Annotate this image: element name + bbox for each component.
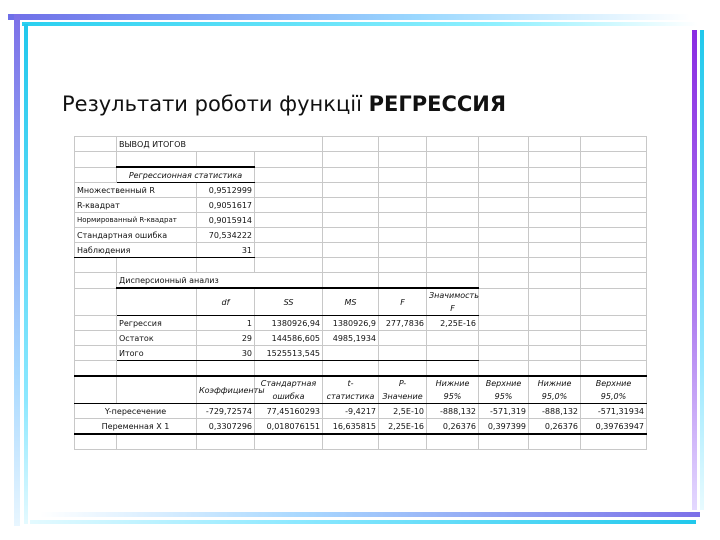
regression-stat-value: 31 bbox=[197, 243, 255, 258]
frame-top-cyan-bar bbox=[22, 22, 698, 26]
sheet-row-summary-title bbox=[75, 137, 647, 152]
anova-f bbox=[379, 331, 427, 346]
anova-row bbox=[75, 346, 647, 361]
anova-row-label: Регрессия bbox=[117, 316, 197, 331]
coef-value: -888,132 bbox=[427, 404, 479, 419]
coef-header: Верхние 95% bbox=[479, 376, 529, 404]
anova-ss: 144586,605 bbox=[255, 331, 323, 346]
slide-title-prefix: Результати роботи функції bbox=[62, 92, 362, 116]
anova-ss: 1380926,94 bbox=[255, 316, 323, 331]
anova-f bbox=[379, 346, 427, 361]
regression-stats-header: Регрессионная статистика bbox=[117, 167, 255, 183]
regression-output-sheet bbox=[74, 136, 646, 478]
coef-value: -571,319 bbox=[479, 404, 529, 419]
slide-title bbox=[62, 92, 506, 116]
regression-output-table bbox=[74, 136, 647, 450]
regression-stat-value: 0,9512999 bbox=[197, 183, 255, 198]
frame-left-gradient-bar bbox=[14, 14, 20, 526]
regression-stat-row bbox=[75, 198, 647, 213]
coef-value: 2,5E-10 bbox=[379, 404, 427, 419]
coef-value: 0,26376 bbox=[529, 419, 581, 435]
coef-row bbox=[75, 404, 647, 419]
anova-significance bbox=[427, 331, 479, 346]
coef-value: -9,4217 bbox=[323, 404, 379, 419]
anova-ss: 1525513,545 bbox=[255, 346, 323, 361]
coef-value: -571,31934 bbox=[581, 404, 647, 419]
anova-row bbox=[75, 316, 647, 331]
coef-value: 0,397399 bbox=[479, 419, 529, 435]
anova-row-label: Итого bbox=[117, 346, 197, 361]
anova-header-f: F bbox=[379, 288, 427, 316]
anova-df: 30 bbox=[197, 346, 255, 361]
anova-ms: 1380926,9 bbox=[323, 316, 379, 331]
anova-ms bbox=[323, 346, 379, 361]
coef-value: -729,72574 bbox=[197, 404, 255, 419]
coef-header: Нижние 95% bbox=[427, 376, 479, 404]
regression-stat-row bbox=[75, 183, 647, 198]
anova-header-ss: SS bbox=[255, 288, 323, 316]
frame-bottom-gradient-bar bbox=[40, 512, 700, 517]
anova-title-row bbox=[75, 273, 647, 289]
coef-value: 0,39763947 bbox=[581, 419, 647, 435]
regression-stats-header-row bbox=[75, 167, 647, 183]
regression-stat-value: 0,9015914 bbox=[197, 213, 255, 228]
coef-value: 0,3307296 bbox=[197, 419, 255, 435]
coef-value: 0,26376 bbox=[427, 419, 479, 435]
anova-header-significance: Значимость F bbox=[427, 288, 479, 316]
coef-header: Коэффициенты bbox=[197, 376, 255, 404]
coef-value: 2,25E-16 bbox=[379, 419, 427, 435]
coef-header-row bbox=[75, 376, 647, 404]
coef-row-label: Переменная X 1 bbox=[75, 419, 197, 435]
frame-right-purple-bar bbox=[692, 30, 697, 510]
coef-header: Нижние 95,0% bbox=[529, 376, 581, 404]
regression-stat-label: Множественный R bbox=[75, 183, 197, 198]
frame-bottom-cyan-bar bbox=[30, 520, 696, 524]
regression-stat-label: Стандартная ошибка bbox=[75, 228, 197, 243]
anova-header-ms: MS bbox=[323, 288, 379, 316]
coef-header: t-статистика bbox=[323, 376, 379, 404]
anova-significance bbox=[427, 346, 479, 361]
coef-header: Стандартная ошибка bbox=[255, 376, 323, 404]
anova-df: 29 bbox=[197, 331, 255, 346]
coef-value: 0,018076151 bbox=[255, 419, 323, 435]
regression-stat-row bbox=[75, 243, 647, 258]
frame-top-gradient-bar bbox=[8, 14, 690, 20]
anova-header-row bbox=[75, 288, 647, 316]
regression-stat-value: 0,9051617 bbox=[197, 198, 255, 213]
anova-row bbox=[75, 331, 647, 346]
anova-header-df: df bbox=[197, 288, 255, 316]
anova-significance: 2,25E-16 bbox=[427, 316, 479, 331]
coef-value: 16,635815 bbox=[323, 419, 379, 435]
coef-header: Верхние 95,0% bbox=[581, 376, 647, 404]
regression-stat-row bbox=[75, 228, 647, 243]
anova-ms: 4985,1934 bbox=[323, 331, 379, 346]
anova-f: 277,7836 bbox=[379, 316, 427, 331]
coef-header: P-Значение bbox=[379, 376, 427, 404]
anova-df: 1 bbox=[197, 316, 255, 331]
regression-stat-row bbox=[75, 213, 647, 228]
frame-right-cyan-bar bbox=[700, 30, 704, 510]
regression-stat-label: Нормированный R-квадрат bbox=[75, 213, 197, 228]
coef-row-label: Y-пересечение bbox=[75, 404, 197, 419]
regression-stat-label: R-квадрат bbox=[75, 198, 197, 213]
frame-left-cyan-bar bbox=[24, 24, 28, 524]
summary-title: ВЫВОД ИТОГОВ bbox=[117, 137, 323, 152]
coef-value: -888,132 bbox=[529, 404, 581, 419]
regression-stat-label: Наблюдения bbox=[75, 243, 197, 258]
anova-title: Дисперсионный анализ bbox=[117, 273, 323, 289]
anova-row-label: Остаток bbox=[117, 331, 197, 346]
coef-row bbox=[75, 419, 647, 435]
slide-title-bold: РЕГРЕССИЯ bbox=[368, 92, 507, 116]
regression-stat-value: 70,534222 bbox=[197, 228, 255, 243]
coef-value: 77,45160293 bbox=[255, 404, 323, 419]
